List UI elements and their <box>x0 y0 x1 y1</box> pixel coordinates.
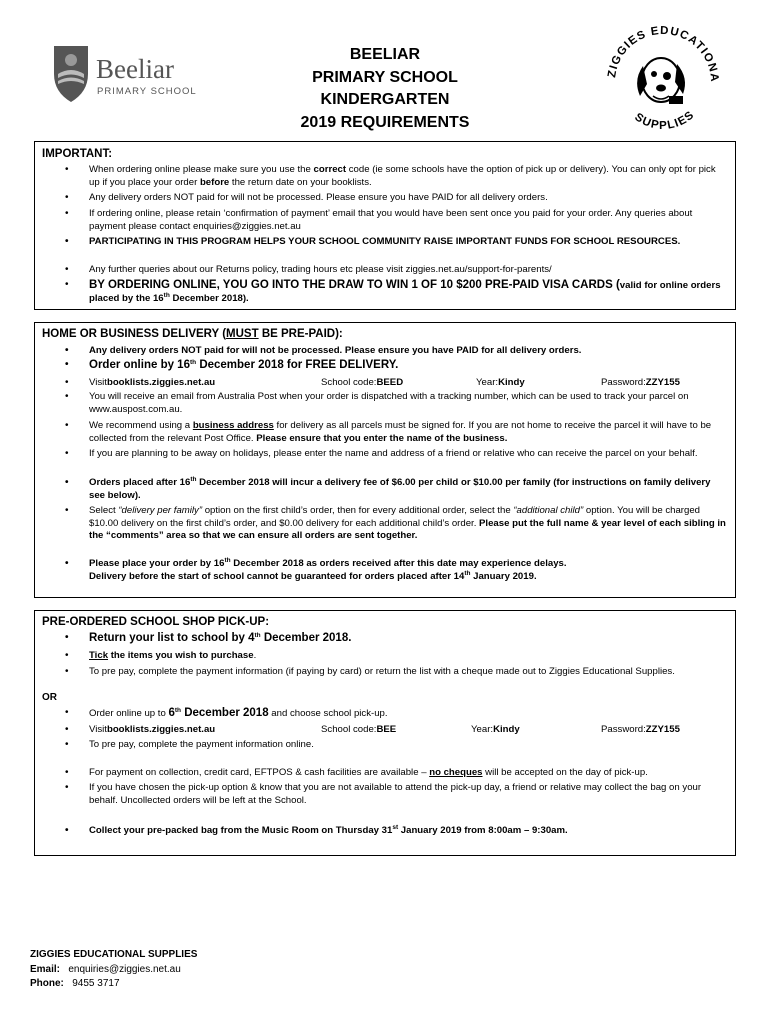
text: Please place your order by 16 <box>89 558 225 569</box>
text: December 2018 <box>181 707 269 719</box>
text: BY ORDERING ONLINE, YOU GO INTO THE DRAW TO WIN 1 OF 10 $200 PRE-PAID VISA CARDS ( <box>89 279 620 291</box>
text: booklists.ziggies.net.au <box>106 724 216 735</box>
text: option on the first child’s order, then for every additional order, select the <box>202 505 514 516</box>
text: School code: <box>321 377 377 388</box>
text: will be accepted on the day of pick-up. <box>482 767 648 778</box>
list-item <box>89 724 727 737</box>
text: code (ie some schools have the option of pick up or delivery). You can only opt for pick up if you place your order <box>89 164 716 188</box>
sup: st <box>392 824 399 831</box>
text: Please put the full name & year level of each sibling in the “comments” area so that we can ensure all orders are sent together. <box>89 517 726 542</box>
text: for delivery as all parcels must be signed for. If you are not home to receive the parcel it will have to be collected from the relevant Post Office. <box>89 420 712 444</box>
or-label: OR <box>42 692 57 703</box>
list-item: • To pre pay, complete the payment information (if paying by card) or return the list with a cheque made out to Ziggies Educational Supplies. <box>89 666 727 679</box>
title-line-3: KINDERGARTEN <box>320 91 450 108</box>
text: . <box>253 650 257 661</box>
text: December 2018 for FREE DELIVERY. <box>196 359 399 371</box>
text: Year: <box>476 377 499 388</box>
title-line-1: BEELIAR <box>349 46 421 63</box>
text: Tick <box>89 650 109 661</box>
text: MUST <box>226 328 259 340</box>
phone-label: Phone: <box>30 978 64 989</box>
text: For payment on collection, credit card, EFTPOS & cash facilities are available – <box>89 767 430 778</box>
list-item: • If you have chosen the pick-up option & know that you are not available to attend the pick-up day, a friend or relative may collect the bag on your behalf. Uncollected orders will be left at the School. <box>89 782 727 807</box>
page-title <box>250 44 520 134</box>
title-line-4: 2019 REQUIREMENTS <box>300 113 470 131</box>
list-item <box>89 359 727 372</box>
school-logo <box>50 44 215 104</box>
ziggies-logo-top: ZIGGIES EDUCATIONA <box>606 24 721 84</box>
text: and choose school pick-up. <box>268 708 388 719</box>
text: Order online by 16 <box>89 359 190 371</box>
list-item: • Any delivery orders NOT paid for will not be processed. Please ensure you have PAID for all delivery orders. <box>89 345 727 358</box>
text: Please ensure that you enter the name of the business. <box>256 432 508 444</box>
text: Kindy <box>498 377 525 388</box>
text: Return your list to school by 4 <box>89 632 255 644</box>
sup: th <box>189 359 197 366</box>
text: Password: <box>601 377 646 388</box>
delivery-heading <box>42 328 343 340</box>
pickup-section <box>34 610 736 856</box>
footer-contact <box>30 948 197 992</box>
text: Collect your pre-packed bag from the Music Room on Thursday 31 <box>89 825 393 836</box>
text: When ordering online please make sure you use the <box>89 164 314 175</box>
sup: th <box>254 632 261 639</box>
list-item: • To pre pay, complete the payment information online. <box>89 739 727 752</box>
ziggies-logo <box>603 20 721 135</box>
svg-text:SUPPLIES <box>632 109 697 132</box>
email-label: Email: <box>30 963 61 975</box>
pickup-heading: PRE-ORDERED SCHOOL SHOP PICK-UP: <box>42 616 270 628</box>
footer-phone-row <box>30 977 197 992</box>
school-logo-sub: PRIMARY SCHOOL <box>97 86 197 97</box>
list-item <box>89 279 727 305</box>
text: We recommend using a <box>89 420 193 431</box>
text: BE PRE-PAID): <box>258 328 343 340</box>
email-value: enquiries@ziggies.net.au <box>68 963 181 975</box>
text: the items you wish to purchase <box>108 650 254 661</box>
list-item <box>89 558 727 583</box>
important-heading: IMPORTANT: <box>42 148 113 160</box>
text: January 2019. <box>470 570 537 582</box>
list-item: • If ordering online, please retain ‘confirmation of payment’ email that you would have been sent once you paid for your order. Any queries about payment please contact enquiries@ziggies.net.au <box>89 208 727 233</box>
text: Visit <box>89 724 107 735</box>
text: December 2018. <box>260 632 352 644</box>
text: December 2018). <box>169 292 249 304</box>
text: Delivery before the start of school cannot be guaranteed for orders placed after 14 <box>89 570 465 582</box>
text: correct <box>313 164 347 175</box>
sup: th <box>174 707 182 714</box>
ziggies-logo-bottom: SUPPLIES <box>632 108 698 132</box>
list-item: • Any further queries about our Returns policy, trading hours etc please visit ziggies.net.au/support-for-parents/ <box>89 264 727 277</box>
list-item <box>89 420 727 445</box>
list-item <box>89 632 727 645</box>
text: the return date on your booklists. <box>229 176 372 188</box>
list-item <box>89 377 727 390</box>
text: option. You will be charged $10.00 delivery on the first child’s order, and $0.00 delivery for each additional child’s order. <box>89 505 700 529</box>
dog-icon <box>637 58 685 104</box>
sup: th <box>464 569 471 577</box>
list-item <box>89 477 727 502</box>
text: Year: <box>471 724 494 735</box>
text: BEED <box>376 377 404 388</box>
important-section <box>34 141 736 310</box>
text: Kindy <box>493 724 520 735</box>
list-item: • You will receive an email from Australia Post when your order is dispatched with a tracking number, which can be used to track your parcel on www.auspost.com.au. <box>89 391 727 416</box>
text: before <box>199 176 230 188</box>
sup: th <box>224 557 231 564</box>
sup: th <box>163 291 170 299</box>
text: Password: <box>601 724 646 735</box>
text: ZZY155 <box>645 377 680 388</box>
school-logo-name: Beeliar <box>96 54 174 84</box>
title-line-2: PRIMARY SCHOOL <box>312 68 458 86</box>
text: ZZY155 <box>645 724 680 735</box>
text: December 2018 will incur a delivery fee of $6.00 per child or $10.00 per family (for instructions on family delivery see below). <box>89 477 711 501</box>
text: Select <box>89 505 119 516</box>
list-item <box>89 650 727 663</box>
sup: th <box>190 476 197 483</box>
list-item <box>89 707 727 721</box>
text: School code: <box>321 724 377 735</box>
list-item: • If you are planning to be away on holidays, please enter the name and address of a friend or relative who can receive the parcel on your behalf. <box>89 448 727 461</box>
phone-value: 9455 3717 <box>72 978 120 989</box>
list-item <box>89 505 727 543</box>
text: January 2019 from 8:00am – 9:30am. <box>398 825 568 836</box>
list-item <box>89 767 727 780</box>
list-item: • Any delivery orders NOT paid for will not be processed. Please ensure you have PAID for all delivery orders. <box>89 192 727 205</box>
footer-company: ZIGGIES EDUCATIONAL SUPPLIES <box>30 949 198 960</box>
text: HOME OR BUSINESS DELIVERY ( <box>42 328 227 340</box>
text: Orders placed after 16 <box>89 477 191 488</box>
text: “additional child” <box>513 505 584 516</box>
text: “delivery per family” <box>118 505 203 516</box>
text: December 2018 as orders received after this date may experience delays. <box>230 558 567 569</box>
text: 6 <box>168 707 175 719</box>
list-item <box>89 164 727 189</box>
delivery-section <box>34 322 736 598</box>
text: valid for online orders placed by the 16 <box>89 280 721 304</box>
text: Visit <box>89 377 107 388</box>
text: no cheques <box>429 767 483 778</box>
text: booklists.ziggies.net.au <box>106 377 216 388</box>
list-item <box>89 825 727 838</box>
footer-email-row <box>30 963 197 978</box>
text: Order online up to <box>89 708 169 719</box>
text: business address <box>192 420 274 431</box>
list-item: • PARTICIPATING IN THIS PROGRAM HELPS YOUR SCHOOL COMMUNITY RAISE IMPORTANT FUNDS FOR SCHOOL RESOURCES. <box>89 236 727 249</box>
text: BEE <box>376 724 397 735</box>
